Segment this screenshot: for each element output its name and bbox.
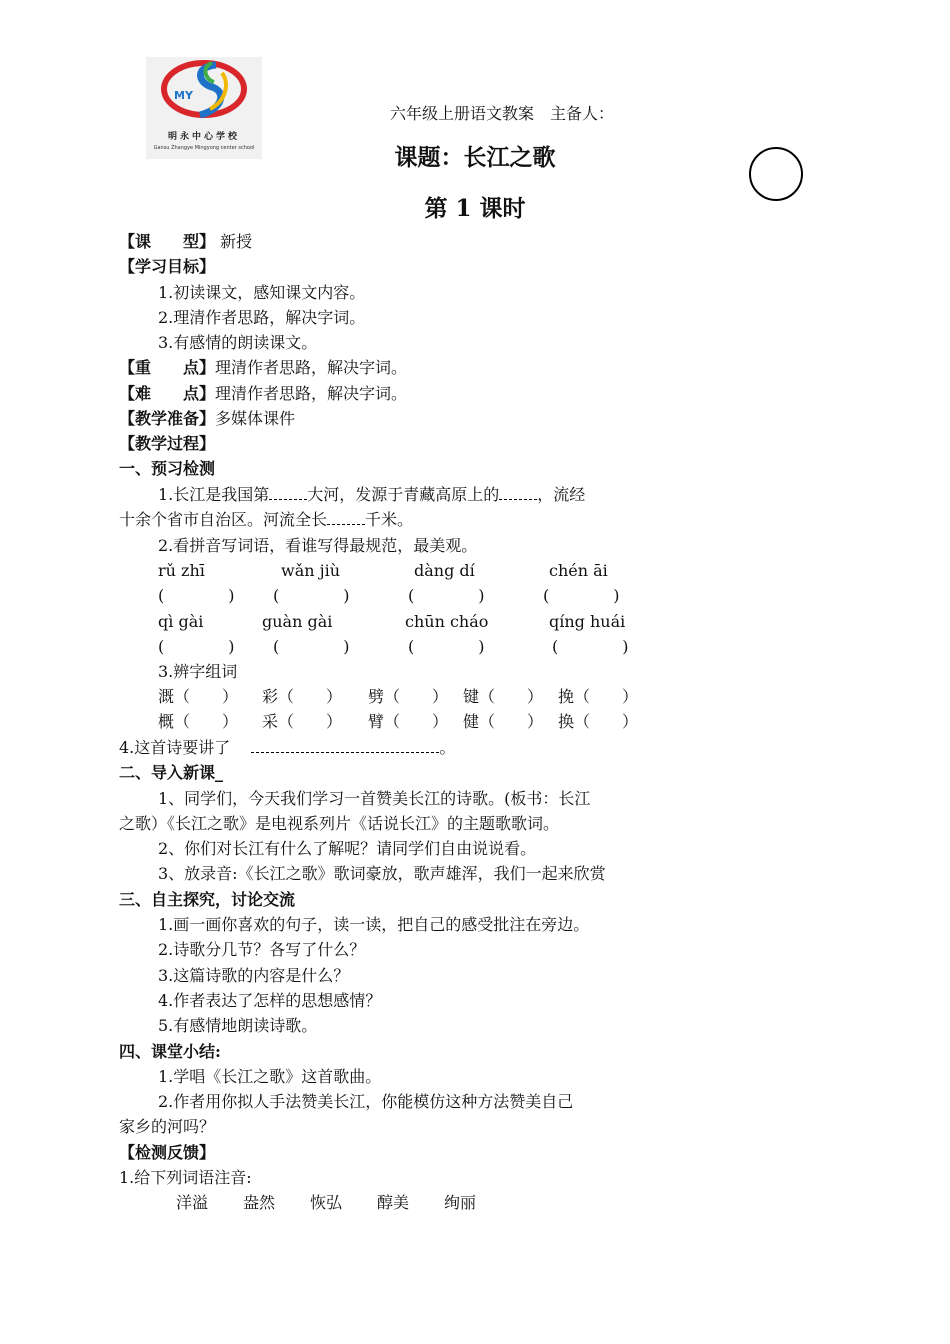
char-item: 彩（ ） xyxy=(262,687,343,706)
goals-label: 【学习目标】 xyxy=(119,257,216,276)
question-1-line-1: 1.长江是我国第 大河，发源于青藏高原上的 ，流经 xyxy=(158,485,586,504)
feedback-label: 【检测反馈】 xyxy=(119,1143,216,1162)
question-1-line-2: 十余个省市自治区。河流全长 千米。 xyxy=(119,510,414,529)
list-item: 4.作者表达了怎样的思想感情？ xyxy=(158,991,382,1010)
logo-school-subtitle: Gansu Zhangye Mingyong center school xyxy=(153,145,255,151)
list-item: 家乡的河吗？ xyxy=(119,1117,216,1136)
char-item: 键（ ） xyxy=(463,687,544,706)
answer-paren[interactable]: ( ) xyxy=(273,586,350,605)
goal-item: 2.理清作者思路，解决字词。 xyxy=(158,308,366,327)
list-item: 2.作者用你拟人手法赞美长江，你能模仿这种方法赞美自己 xyxy=(158,1092,574,1111)
pinyin: wǎn jiù xyxy=(281,561,341,580)
answer-blank[interactable] xyxy=(499,487,537,500)
pinyin: dàng dí xyxy=(414,561,475,580)
pinyin: rǔ zhī xyxy=(158,561,205,580)
char-item: 健（ ） xyxy=(463,712,544,731)
page-title: 课题：长江之歌 xyxy=(394,144,556,171)
process-label: 【教学过程】 xyxy=(119,434,216,453)
word-item: 洋溢 xyxy=(176,1193,209,1212)
key-row xyxy=(119,358,407,378)
list-item: 5.有感情地朗读诗歌。 xyxy=(158,1016,318,1035)
answer-paren[interactable]: ( ) xyxy=(543,586,620,605)
answer-blank[interactable] xyxy=(269,487,307,500)
char-item: 换（ ） xyxy=(558,712,639,731)
section-heading: 四、课堂小结: xyxy=(119,1042,221,1061)
pinyin: guàn gài xyxy=(262,612,333,631)
doc-header: 六年级上册语文教案 主备人： xyxy=(390,104,615,123)
prep-row xyxy=(119,409,295,429)
lesson-number: 第 1 课时 xyxy=(424,195,526,222)
char-item: 溉（ ） xyxy=(158,687,239,706)
logo-school-name: 明永中心学校 xyxy=(167,132,240,142)
list-item: 3.这篇诗歌的内容是什么？ xyxy=(158,966,350,985)
answer-paren[interactable]: ( ) xyxy=(552,637,629,656)
prep-label: 【教学准备】 xyxy=(119,409,216,428)
type-row xyxy=(119,232,252,252)
goal-item: 3.有感情的朗读课文。 xyxy=(158,333,318,352)
paragraph: 2、你们对长江有什么了解呢？请同学们自由说说看。 xyxy=(158,839,537,858)
logo-mark: MY xyxy=(174,89,193,102)
char-item: 劈（ ） xyxy=(368,687,449,706)
paragraph: 3、放录音:《长江之歌》歌词豪放，歌声雄浑，我们一起来欣赏 xyxy=(158,864,606,883)
paragraph: 1、同学们，今天我们学习一首赞美长江的诗歌。(板书：长江 xyxy=(158,789,591,808)
answer-blank[interactable] xyxy=(251,740,439,753)
logo-icon xyxy=(146,57,262,129)
section-heading: 一、预习检测 xyxy=(119,459,216,478)
difficult-label: 【难 点】 xyxy=(119,384,216,403)
list-item: 1.学唱《长江之歌》这首歌曲。 xyxy=(158,1067,382,1086)
section-heading: 二、导入新课_ xyxy=(119,763,224,782)
answer-paren[interactable]: ( ) xyxy=(273,637,350,656)
char-item: 挽（ ） xyxy=(558,687,639,706)
prep-value: 多媒体课件 xyxy=(215,409,296,428)
word-item: 醇美 xyxy=(377,1193,410,1212)
pinyin: qíng huái xyxy=(549,612,626,631)
pinyin: chūn cháo xyxy=(405,612,489,631)
pinyin: qì gài xyxy=(158,612,204,631)
section-heading: 三、自主探究，讨论交流 xyxy=(119,890,296,909)
pinyin: chén āi xyxy=(549,561,608,580)
list-item: 1.画一画你喜欢的句子，读一读，把自己的感受批注在旁边。 xyxy=(158,915,590,934)
key-label: 【重 点】 xyxy=(119,358,216,377)
circle-mark xyxy=(749,147,803,201)
type-value: 新授 xyxy=(220,232,253,251)
list-item: 2.诗歌分几节？各写了什么？ xyxy=(158,940,366,959)
word-item: 绚丽 xyxy=(444,1193,477,1212)
word-item: 盎然 xyxy=(243,1193,276,1212)
question-2: 2.看拼音写词语，看谁写得最规范，最美观。 xyxy=(158,536,478,555)
key-value: 理清作者思路，解决字词。 xyxy=(215,358,408,377)
char-item: 概（ ） xyxy=(158,712,239,731)
answer-paren[interactable]: ( ) xyxy=(408,586,485,605)
type-label: 【课 型】 xyxy=(119,232,216,251)
question-4: 4.这首诗要讲了 。 xyxy=(119,738,456,757)
word-item: 恢弘 xyxy=(310,1193,343,1212)
question-3: 3.辨字组词 xyxy=(158,662,238,681)
goal-item: 1.初读课文，感知课文内容。 xyxy=(158,283,366,302)
difficult-value: 理清作者思路，解决字词。 xyxy=(215,384,408,403)
answer-blank[interactable] xyxy=(327,512,365,525)
difficult-row xyxy=(119,384,407,404)
answer-paren[interactable]: ( ) xyxy=(158,637,235,656)
feedback-question: 1.给下列词语注音: xyxy=(119,1168,252,1187)
answer-paren[interactable]: ( ) xyxy=(158,586,235,605)
paragraph: 之歌）《长江之歌》是电视系列片《话说长江》的主题歌歌词。 xyxy=(119,814,560,833)
answer-paren[interactable]: ( ) xyxy=(408,637,485,656)
char-item: 臂（ ） xyxy=(368,712,449,731)
char-item: 采（ ） xyxy=(262,712,343,731)
